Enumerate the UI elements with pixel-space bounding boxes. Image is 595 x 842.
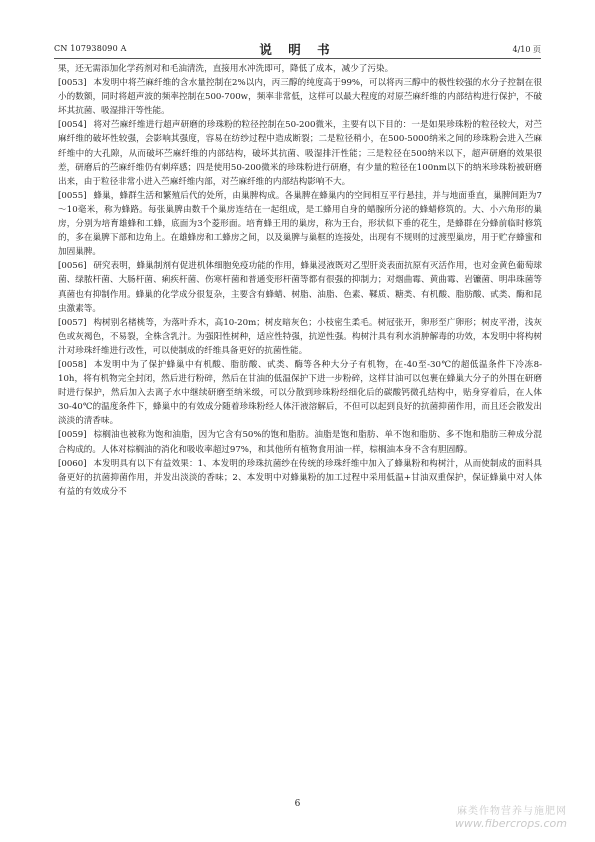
paragraph-text: 果，还无需添加化学药剂对和毛油清洗，直接用水冲洗即可，降低了成本，减少了污染。: [58, 64, 394, 74]
paragraph-number: [0054]: [58, 120, 87, 131]
paragraph-text: 本发明中将苎麻纤维的含水量控制在2%以内，丙三醇的纯度高于99%，可以将丙三醇中的极性较强的水分子控制在很小的数额，同时将超声波的频率控制在500-700w，频率非常低，这样可以最大程度的对原苎麻纤维的内部结构进行保护，不破坏其抗菌、吸湿排汗等性能。: [58, 78, 542, 117]
paragraph-text: 蜂巢，蜂群生活和繁殖后代的处所，由巢脾构成。各巢脾在蜂巢内的空间相互平行悬挂，并与地面垂直，巢脾间距为7～10毫米，称为蜂路。每张巢脾由数千个巢房连结在一起组成，是工蜂用自身的蜡腺所分泌的蜂蜡修筑的。大、小六角形的巢房，分别为培育雄蜂和工蜂，底面为3个菱形面。培育蜂王用的巢房，称为王台，形状似下垂的花生，是蜂群在分蜂前临时修筑的，多在巢脾下部和边角上。在雄蜂房和工蜂房之间，以及巢脾与巢框的连接处，出现有不规则的过渡型巢房，用于贮存蜂蜜和加固巢脾。: [58, 190, 542, 258]
page-header: [54, 42, 541, 58]
paragraph-text: 将对苎麻纤维进行超声研磨的珍珠粉的粒径控制在50-200微米，主要有以下目的：一是如果珍珠粉的粒径较大，对苎麻纤维的破坏性较强，会影响其强度，容易在纺纱过程中造成断裂；二是粒径稍小，在500-5000纳米之间的珍珠粉会进入苎麻纤维中的大孔隙，从而破坏苎麻纤维的内部结构，破坏其抗菌、吸湿排汗性能；三是粒径在500纳米以下，超声研磨的效果很差，研磨后的苎麻纤维仍有刺痒感；四是使用50-200微米的珍珠粉进行研磨，有少量的粒径在100nm以下的纳米珍珠粉被研磨出来，由于粒径非常小进入苎麻纤维内部，对苎麻纤维的内部结构影响不大。: [58, 120, 542, 187]
document-title: 说 明 书: [259, 42, 336, 57]
paragraph-continuation: [58, 62, 542, 76]
paragraph-number: [0058]: [58, 359, 87, 370]
watermark-site-name: 麻类作物营养与施肥网: [457, 806, 567, 817]
watermark-url: www.fibercrops.com: [454, 817, 567, 830]
paragraph-0053: [58, 76, 542, 118]
paragraph-0060: [58, 457, 542, 499]
header-rule: [54, 58, 541, 59]
paragraph-number: [0059]: [58, 430, 87, 441]
paragraph-number: [0060]: [58, 458, 87, 469]
page-reference: 4/10 页: [512, 45, 541, 54]
paragraph-0055: [58, 189, 542, 259]
paragraph-number: [0057]: [58, 317, 87, 328]
watermark: [455, 806, 567, 830]
paragraph-text: 构树别名楮桃等，为落叶乔木，高10-20m；树皮暗灰色；小枝密生柔毛。树冠张开，卵形至广卵形；树皮平滑，浅灰色或灰褐色，不易裂，全株含乳汁。为强阳性树种，适应性特强，抗逆性强。构树汁具有利水消肿解毒的功效，本发明中将构树汁对珍珠纤维进行改性，可以使制成的纤维具备更好的抗菌性能。: [58, 317, 542, 356]
paragraph-number: [0053]: [58, 78, 87, 89]
paragraph-number: [0056]: [58, 261, 87, 272]
paragraph-0057: [58, 316, 542, 358]
paragraph-text: 研究表明，蜂巢制剂有促进机体细胞免疫功能的作用，蜂巢浸液既对乙型肝炎表面抗原有灭活作用，也对金黄色葡萄球菌、绿脓杆菌、大肠杆菌、痢疾杆菌、伤寒杆菌和普通变形杆菌等都有很强的抑制力；对烟曲霉、黄曲霉、岩镰菌、明串珠菌等真菌也有抑制作用。蜂巢的化学成分很复杂，主要含有蜂蜡、树脂、油脂、色素、鞣质、糖类、有机酸、脂肪酸、甙类、酶和昆虫激素等。: [58, 261, 542, 314]
patent-number: CN 107938090 A: [54, 44, 127, 53]
paragraph-0059: [58, 428, 542, 456]
paragraph-0054: [58, 118, 542, 188]
paragraph-number: [0055]: [58, 190, 87, 201]
paragraph-text: 棕榈油也被称为饱和油脂，因为它含有50%的饱和脂肪。油脂是饱和脂肪、单不饱和脂肪、多不饱和脂肪三种成分混合构成的。人体对棕榈油的消化和吸收率超过97%，和其他所有植物食用油一样，棕榈油本身不含有胆固醇。: [58, 430, 542, 455]
paragraph-0056: [58, 259, 542, 315]
paragraph-0058: [58, 358, 542, 428]
document-body: [58, 62, 542, 499]
paragraph-text: 本发明中为了保护蜂巢中有机酸、脂肪酸、甙类、酶等各种大分子有机物，在-40至-30℃的超低温条件下冷冻8-10h，将有机物完全封闭，然后进行粉碎，然后在甘油的低温保护下进一步粉碎，这样甘油可以包裹在蜂巢大分子的外围在研磨时进行保护，然后加入去离子水中继续研磨至纳米级，可以分散到珍珠粉经细化后的碳酸钙微孔结构中，贴身穿着后，在人体30-40℃的温度条件下，蜂巢中的有效成分随着珍珠粉经人体汗液溶解后，不但可以起到良好的抗菌抑菌作用，而且还会散发出淡淡的清香味。: [58, 359, 543, 427]
paragraph-text: 本发明具有以下有益效果：1、本发明的珍珠抗菌纱在传统的珍珠纤维中加入了蜂巢粉和构树汁，从而使制成的面料具备更好的抗菌抑菌作用，并发出淡淡的香味；2、本发明中对蜂巢粉的加工过程中采用低温+甘油双重保护，保证蜂巢中对人体有益的有效成分不: [58, 458, 542, 497]
page-number: 6: [294, 799, 301, 809]
